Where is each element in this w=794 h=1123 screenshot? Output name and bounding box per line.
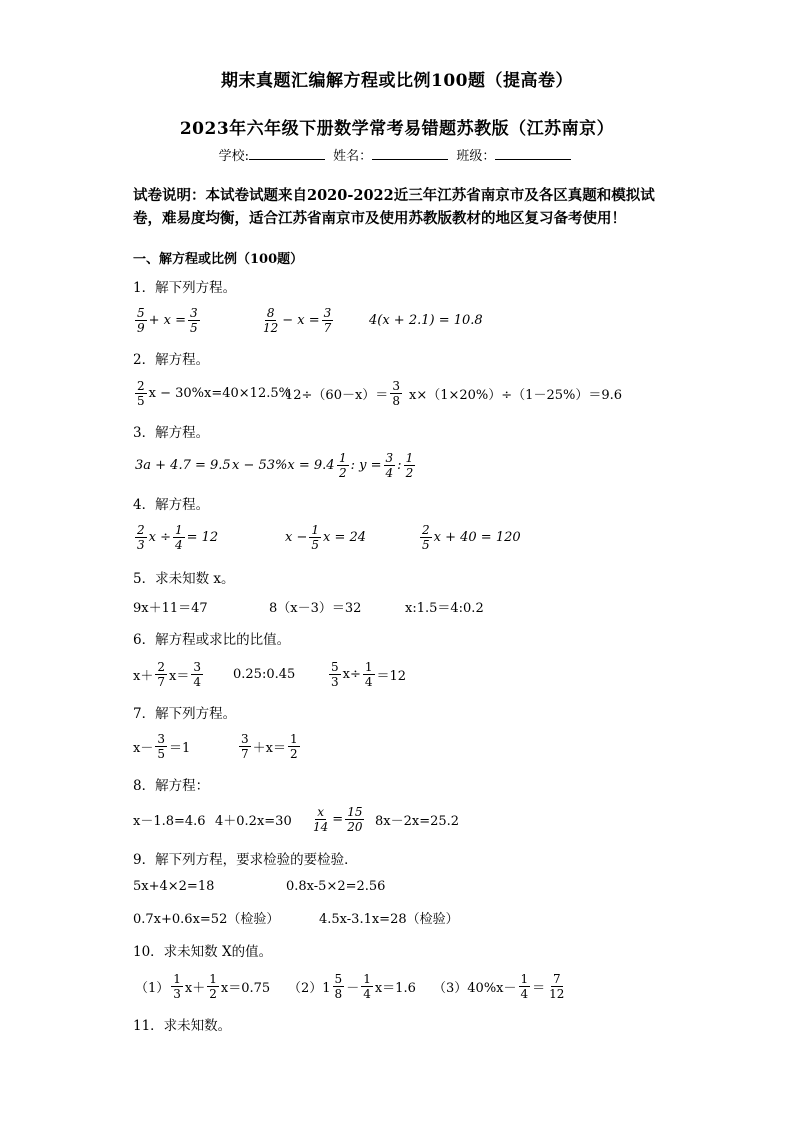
- school-blank[interactable]: [249, 147, 325, 160]
- exam-note: 试卷说明：本试卷试题来自2020-2022近三年江苏省南京市及各区真题和模拟试卷，难易度均衡，适合江苏省南京市及使用苏教版教材的地区复习备考使用！: [133, 187, 655, 227]
- q6-ratio: 0.25:0.45: [233, 666, 296, 682]
- class-label: 班级：: [456, 149, 496, 164]
- question-4-label: 4．解方程。: [133, 497, 210, 513]
- q4-equation-2: x − $\frac{1}{5}$ x = 24: [285, 522, 367, 552]
- q2-equation-2: 12÷（60－x）＝ $\frac{3}{8}$: [285, 378, 400, 408]
- q2-equation-3: x×（1×20%）÷（1－25%）＝9.6: [409, 387, 623, 403]
- question-9-label: 9．解下列方程，要求检验的要检验．: [133, 852, 358, 868]
- q8-equation-3: $\frac{x}{14}$ = $\frac{15}{20}$: [313, 804, 363, 834]
- q7-equation-1: x－ $\frac{3}{5}$ ＝1: [133, 731, 191, 761]
- q9-equation-4: 4.5x-3.1x=28（检验）: [319, 911, 459, 927]
- q6-equation-2: $\frac{5}{3}$ x÷ $\frac{1}{4}$ ＝12: [331, 659, 407, 689]
- q5-equation-1: 9x＋11＝47: [133, 600, 208, 616]
- q3-equation-2: x − 53%x = 9.4: [232, 457, 335, 473]
- question-8-label: 8．解方程：: [133, 778, 210, 794]
- question-1-label: 1．解下列方程。: [133, 280, 237, 296]
- school-label: 学校:: [218, 149, 250, 164]
- q3-equation-3: $\frac{1}{2}$ : y = $\frac{3}{4}$ : $\frac{1}{2}$: [339, 450, 414, 480]
- q9-equation-1: 5x+4×2=18: [133, 878, 215, 894]
- q3-equation-1: 3a + 4.7 = 9.5: [135, 457, 231, 473]
- q9-equation-3: 0.7x+0.6x=52（检验）: [133, 911, 280, 927]
- question-6-label: 6．解方程或求比的比值。: [133, 632, 291, 648]
- q2-equation-1: $\frac{2}{5}$ x − 30%x=40×12.5%: [137, 378, 291, 408]
- q8-equation-4: 8x－2x=25.2: [375, 813, 460, 829]
- q9-equation-2: 0.8x-5×2=2.56: [286, 878, 386, 894]
- q5-equation-3: x:1.5＝4:0.2: [405, 600, 484, 616]
- q4-equation-1: $\frac{2}{3}$ x ÷ $\frac{1}{4}$ = 12: [137, 522, 219, 552]
- question-2-label: 2．解方程。: [133, 352, 210, 368]
- q1-equation-2: $\frac{8}{12}$ − x = $\frac{3}{7}$: [263, 305, 332, 335]
- document-subtitle: 2023年六年级下册数学常考易错题苏教版（江苏南京）: [179, 119, 615, 139]
- section-heading: 一、解方程或比例（100题）: [133, 252, 304, 267]
- q5-equation-2: 8（x－3）＝32: [269, 600, 362, 616]
- q6-equation-1: x＋ $\frac{2}{7}$ x＝ $\frac{3}{4}$: [133, 659, 201, 689]
- question-3-label: 3．解方程。: [133, 425, 210, 441]
- q10-equation-2: （2）1 $\frac{5}{8}$ － $\frac{1}{4}$ x＝1.6: [288, 971, 416, 1001]
- class-blank[interactable]: [495, 147, 571, 160]
- q7-equation-2: $\frac{3}{7}$ ＋x＝ $\frac{1}{2}$: [241, 731, 298, 761]
- document-title: 期末真题汇编解方程或比例100题（提高卷）: [221, 71, 573, 91]
- question-5-label: 5．求未知数 x。: [133, 571, 235, 587]
- q8-equation-2: 4＋0.2x=30: [215, 813, 292, 829]
- student-info-line: [0, 145, 794, 164]
- name-label: 姓名：: [333, 149, 373, 164]
- q10-equation-1: （1） $\frac{1}{3}$ x＋ $\frac{1}{2}$ x＝0.75: [135, 971, 271, 1001]
- name-blank[interactable]: [372, 147, 448, 160]
- q1-equation-3: 4(x + 2.1) = 10.8: [369, 312, 483, 328]
- q1-equation-1: $\frac{5}{9}$ + x = $\frac{3}{5}$: [137, 305, 198, 335]
- q10-equation-3: （3）40%x－ $\frac{1}{4}$ ＝ $\frac{7}{12}$: [433, 971, 565, 1001]
- question-10-label: 10．求未知数 X的值。: [133, 944, 273, 960]
- question-11-label: 11．求未知数。: [133, 1018, 232, 1034]
- question-7-label: 7．解下列方程。: [133, 706, 237, 722]
- q8-equation-1: x－1.8=4.6: [133, 813, 206, 829]
- q4-equation-3: $\frac{2}{5}$ x + 40 = 120: [422, 522, 521, 552]
